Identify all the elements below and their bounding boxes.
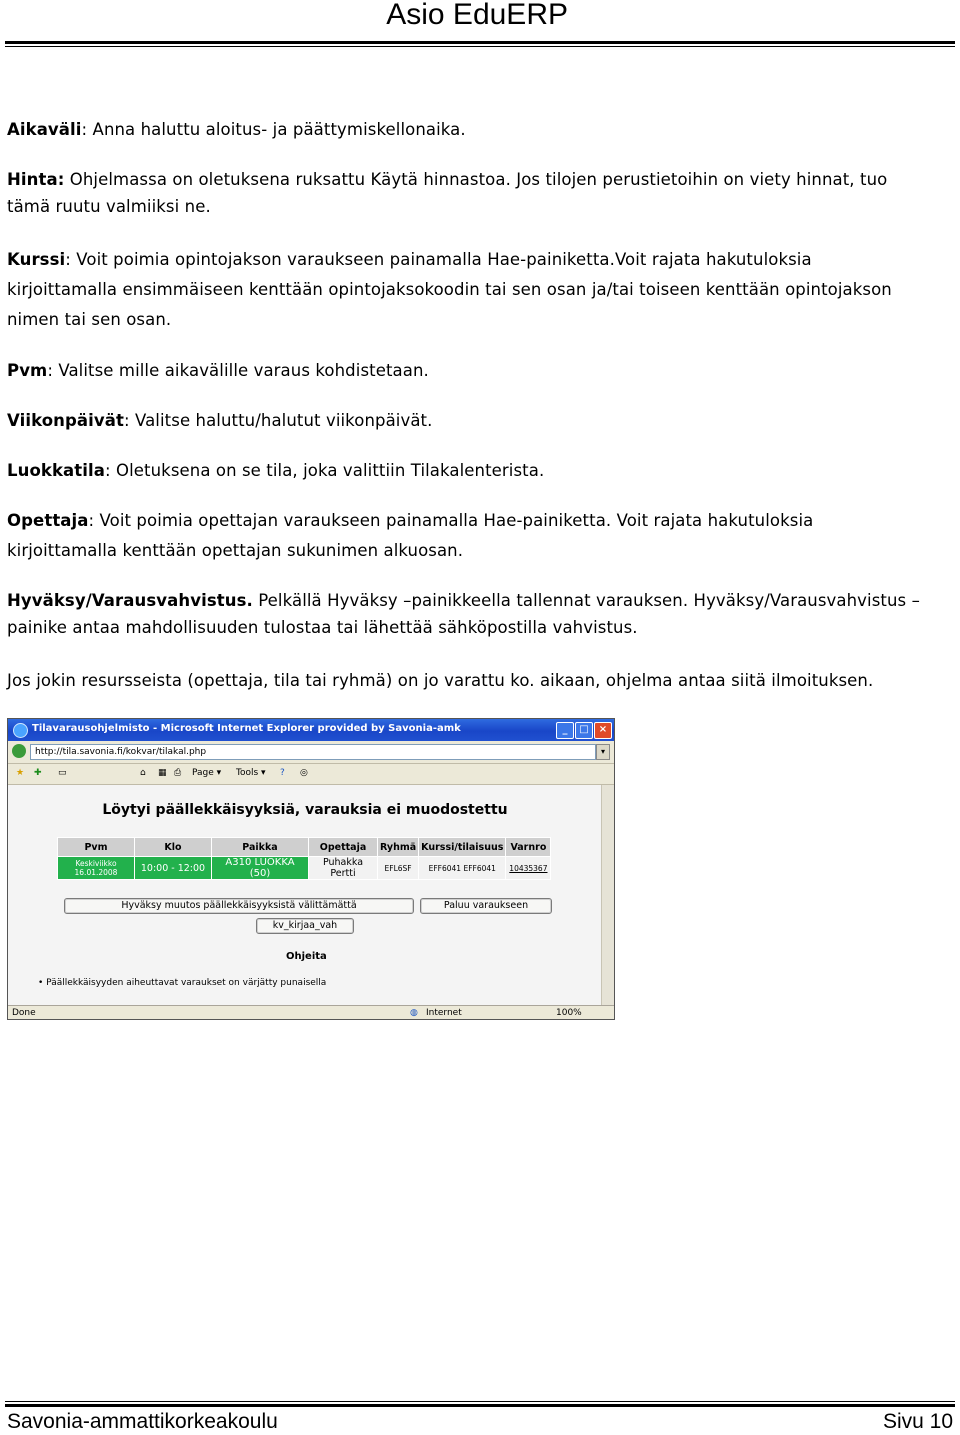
page-menu[interactable]: Page ▾	[192, 768, 222, 778]
header-rule	[5, 41, 955, 44]
paragraph-viikonpaivat	[7, 406, 952, 436]
text-hinta-2: tämä ruutu valmiiksi ne.	[7, 197, 211, 216]
varnro-link[interactable]: 10435367	[506, 857, 551, 880]
term-kurssi: Kurssi	[7, 250, 66, 269]
text-hyvaksy-2: painike antaa mahdollisuuden tulostaa tai lähettää sähköpostilla vahvistus.	[7, 618, 638, 637]
term-hyvaksy: Hyväksy/Varausvahvistus.	[7, 591, 253, 610]
paragraph-jos	[7, 666, 952, 696]
tools-menu-label: Tools	[236, 768, 259, 778]
table-cell: Puhakka Pertti	[309, 857, 378, 880]
text-kurssi-3: nimen tai sen osan.	[7, 310, 172, 329]
page-title: Löytyi päällekkäisyyksiä, varauksia ei muodostettu	[102, 802, 508, 818]
paragraph-hyvaksy	[7, 587, 952, 641]
paragraph-luokkatila	[7, 456, 952, 486]
favorites-star-icon[interactable]: ★	[16, 768, 25, 778]
header-rule-thin	[5, 46, 955, 47]
term-luokkatila: Luokkatila	[7, 461, 106, 480]
footer-rule	[5, 1404, 955, 1407]
text-pvm: : Valitse mille aikavälille varaus kohdistetaan.	[47, 361, 429, 380]
paragraph-aikavali	[7, 115, 952, 145]
tools-menu[interactable]: Tools ▾	[236, 768, 266, 778]
text-viikonpaivat: : Valitse haluttu/halutut viikonpäivät.	[123, 411, 433, 430]
table-cell: 10:00 - 12:00	[135, 857, 212, 880]
back-to-reservation-button[interactable]: Paluu varaukseen	[420, 898, 552, 914]
minimize-icon[interactable]: _	[556, 722, 574, 739]
term-opettaja: Opettaja	[7, 511, 89, 530]
text-kurssi-1: : Voit poimia opintojakson varaukseen painamalla Hae-painiketta.Voit rajata hakutuloksia	[65, 250, 812, 269]
column-header: Pvm	[58, 838, 135, 857]
home-icon[interactable]: ⌂	[140, 768, 146, 778]
kv-kirjaa-vah-button[interactable]: kv_kirjaa_vah	[256, 918, 354, 934]
text-jos: Jos jokin resursseista (opettaja, tila tai ryhmä) on jo varattu ko. aikaan, ohjelma antaa siitä ilmoituksen.	[7, 671, 874, 690]
text-luokkatila: : Oletuksena on se tila, joka valittiin Tilakalenterista.	[105, 461, 545, 480]
text-kurssi-2: kirjoittamalla ensimmäiseen kenttään opintojaksokoodin tai sen osan ja/tai toiseen kenttään opintojakson	[7, 280, 892, 299]
feeds-icon[interactable]: ▦	[158, 768, 167, 778]
footer-page-number: Sivu 10	[882, 1410, 953, 1433]
column-header: Ryhmä	[378, 838, 419, 857]
text-aikavali: : Anna haluttu aloitus- ja päättymiskellonaika.	[81, 120, 466, 139]
header-title: Asio EduERP	[386, 0, 568, 31]
globe-icon: ◍	[410, 1008, 418, 1018]
column-header: Opettaja	[309, 838, 378, 857]
page-scrollbar[interactable]	[601, 785, 614, 1005]
column-header: Varnro	[506, 838, 551, 857]
table-cell: A310 LUOKKA (50)	[212, 857, 309, 880]
text-opettaja-1: : Voit poimia opettajan varaukseen painamalla Hae-painiketta. Voit rajata hakutuloksia	[88, 511, 814, 530]
address-dropdown-icon[interactable]: ▾	[596, 744, 610, 760]
tab-icon[interactable]: ▭	[58, 768, 67, 778]
instructions-heading: Ohjeita	[286, 951, 327, 962]
add-favorite-icon[interactable]: ✚	[34, 768, 42, 778]
table-cell: EFL6SF	[378, 857, 419, 880]
browser-titlebar	[8, 719, 614, 741]
term-hinta: Hinta:	[7, 170, 65, 189]
column-header: Paikka	[212, 838, 309, 857]
instructions-bullet: • Päällekkäisyyden aiheuttavat varaukset on värjätty punaisella	[38, 978, 327, 988]
page-menu-label: Page	[192, 768, 214, 778]
paragraph-hinta	[7, 166, 952, 220]
research-icon[interactable]: ◎	[300, 768, 308, 778]
help-icon[interactable]: ?	[280, 768, 285, 778]
term-pvm: Pvm	[7, 361, 48, 380]
text-hyvaksy-1: Pelkällä Hyväksy –painikkeella tallennat varauksen. Hyväksy/Varausvahvistus –	[252, 591, 920, 610]
browser-toolbar	[8, 764, 614, 785]
status-zoom[interactable]: 100%	[556, 1008, 582, 1018]
approve-overlap-button[interactable]: Hyväksy muutos päällekkäisyyksistä välittämättä	[64, 898, 414, 914]
column-header: Kurssi/tilaisuus	[419, 838, 506, 857]
address-bar	[8, 741, 614, 764]
conflict-table	[57, 837, 551, 880]
text-opettaja-2: kirjoittamalla kenttään opettajan sukunimen alkuosan.	[7, 541, 464, 560]
table-cell: Keskiviikko 16.01.2008	[58, 857, 135, 880]
term-aikavali: Aikaväli	[7, 120, 82, 139]
column-header: Klo	[135, 838, 212, 857]
paragraph-opettaja	[7, 506, 952, 566]
status-bar	[8, 1005, 614, 1020]
close-icon[interactable]: ×	[594, 722, 612, 739]
print-icon[interactable]: ⎙	[174, 768, 182, 778]
browser-screenshot	[7, 718, 615, 1020]
instructions-text: Päällekkäisyyden aiheuttavat varaukset on värjätty punaisella	[46, 978, 327, 988]
maximize-icon[interactable]: □	[575, 722, 593, 739]
table-row	[58, 857, 551, 880]
footer-rule-thin	[5, 1401, 955, 1402]
back-icon[interactable]	[12, 744, 26, 758]
table-header-row	[58, 838, 551, 857]
footer-organization: Savonia-ammattikorkeakoulu	[7, 1410, 278, 1433]
status-zone: Internet	[426, 1008, 462, 1018]
table-cell: EFF6041 EFF6041	[419, 857, 506, 880]
text-hinta-1: Ohjelmassa on oletuksena ruksattu Käytä hinnastoa. Jos tilojen perustietoihin on viety hinnat, tuo	[64, 170, 888, 189]
paragraph-pvm	[7, 356, 952, 386]
browser-window-title: Tilavarausohjelmisto - Microsoft Internet Explorer provided by Savonia-amk	[32, 723, 461, 734]
status-text: Done	[12, 1008, 36, 1018]
address-field[interactable]: http://tila.savonia.fi/kokvar/tilakal.php	[30, 744, 596, 760]
ie-icon	[13, 723, 28, 738]
browser-page	[8, 785, 602, 1005]
term-viikonpaivat: Viikonpäivät	[7, 411, 124, 430]
paragraph-kurssi	[7, 245, 952, 335]
